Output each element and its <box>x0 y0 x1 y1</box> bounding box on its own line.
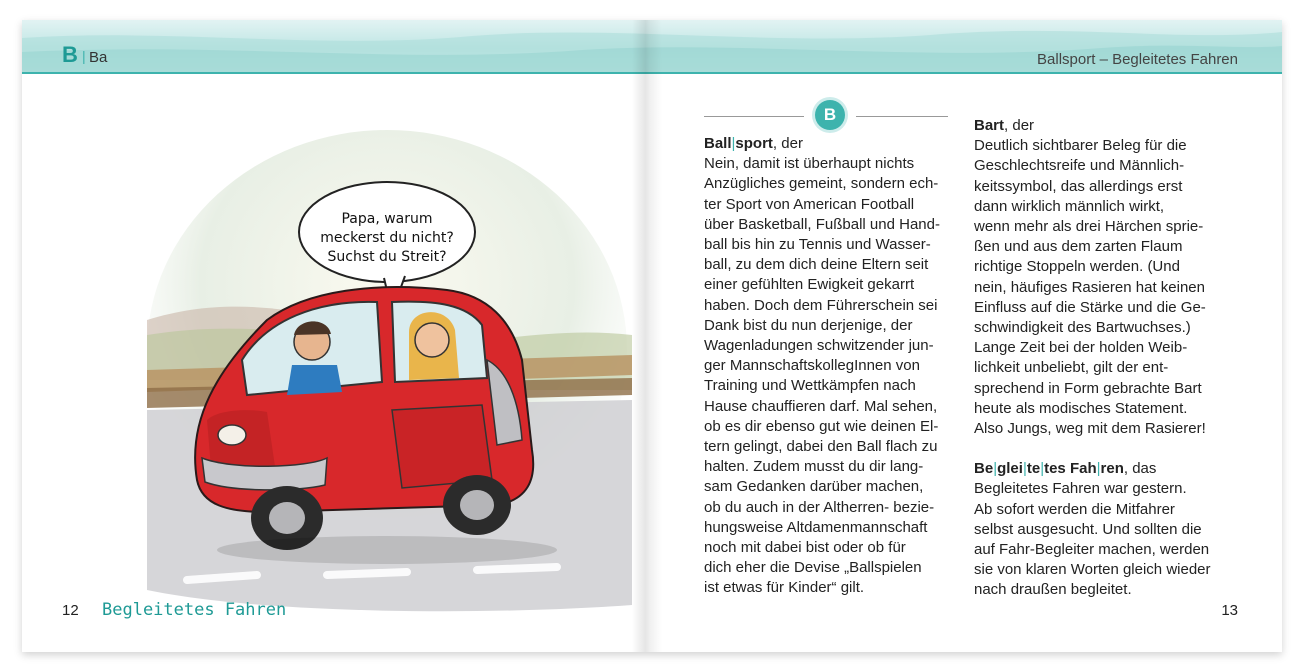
left-page-footer-title: Begleitetes Fahren <box>102 600 287 620</box>
syllable-divider: | <box>993 460 998 478</box>
text-line: Ab sofort werden die Mitfahrer <box>974 500 1175 518</box>
syllable-divider: | <box>1022 460 1027 478</box>
term-gender: , der <box>772 135 803 152</box>
text-line: dich eher die Devise „Ballspielen <box>704 559 922 577</box>
section-rule-left <box>704 116 804 117</box>
text-line: ball bis hin zu Tennis und Wasser- <box>704 236 931 254</box>
entry-ballsport <box>704 134 964 599</box>
term-gender: , der <box>1004 117 1035 134</box>
text-line: ob du auch in der Altherren- bezie- <box>704 498 935 516</box>
text-line: wenn mehr als drei Härchen sprie- <box>974 218 1204 236</box>
text-line: hungsweise Altdamenmannschaft <box>704 518 928 536</box>
text-line: über Basketball, Fußball und Hand- <box>704 215 940 233</box>
text-line: richtige Stoppeln werden. (Und <box>974 258 1180 276</box>
text-line: Also Jungs, weg mit dem Rasierer! <box>974 420 1206 438</box>
text-line: Nein, damit ist überhaupt nichts <box>704 155 915 173</box>
term-part: te <box>1026 460 1041 478</box>
text-line: ob es dir ebenso gut wie deinen El- <box>704 417 939 435</box>
text-line: lichkeit unbeliebt, gilt der ent- <box>974 359 1169 377</box>
term-part: ren <box>1100 460 1124 478</box>
text-line: einer gefühlten Ewigkeit gekarrt <box>704 276 915 294</box>
entry-heading <box>704 134 964 154</box>
header-section: Ba <box>89 49 108 66</box>
text-line: nein, häufiges Rasieren hat keinen <box>974 278 1205 296</box>
text-line: Begleitetes Fahren war gestern. <box>974 480 1187 498</box>
text-line: selbst ausgesucht. Und sollten die <box>974 520 1202 538</box>
text-line: Einfluss auf die Stärke und die Ge- <box>974 298 1206 316</box>
term-part: sport <box>735 135 773 152</box>
header-separator: | <box>82 48 86 64</box>
header-letter: B <box>62 42 78 67</box>
text-line: Geschlechtsreife und Männlich- <box>974 157 1185 175</box>
term-part: tes Fah <box>1044 460 1097 478</box>
term-gender: , das <box>1123 460 1157 478</box>
text-line: Dank bist du nun derjenige, der <box>704 316 913 334</box>
text-line: dann wirklich männlich wirkt, <box>974 197 1165 215</box>
text-line: ter Sport von American Football <box>704 195 915 213</box>
syllable-divider: | <box>1096 460 1101 478</box>
text-line: Hause chauffieren darf. Mal sehen, <box>704 397 938 415</box>
header-running-title: Ballsport – Begleitetes Fahren <box>1037 51 1238 68</box>
speech-line-1: Papa, warum <box>341 211 433 227</box>
text-line: ist etwas für Kinder“ gilt. <box>704 579 865 597</box>
text-line: noch mit dabei bist oder ob für <box>704 539 906 557</box>
syllable-divider: | <box>731 135 736 152</box>
text-line: sam Gedanken darüber machen, <box>704 478 924 496</box>
text-line: tern gelingt, dabei den Ball flach zu <box>704 438 938 456</box>
text-line: Deutlich sichtbarer Beleg für die <box>974 137 1187 155</box>
book-gutter <box>632 20 662 652</box>
right-page-number: 13 <box>1221 602 1238 619</box>
text-line: sprechend in Form gebrachte Bart <box>974 379 1202 397</box>
left-page-number: 12 <box>62 602 79 619</box>
text-line: sie von klaren Worten gleich wieder <box>974 561 1211 579</box>
text-line: Anzügliches gemeint, sondern ech- <box>704 175 939 193</box>
entry-heading-bart <box>974 116 1249 136</box>
text-line: heute als modisches Statement. <box>974 399 1188 417</box>
book-spread <box>22 20 1282 652</box>
text-line: Wagenladungen schwitzender jun- <box>704 337 934 355</box>
text-line: Lange Zeit bei der holden Weib- <box>974 339 1188 357</box>
text-line: nach draußen begleitet. <box>974 581 1132 599</box>
text-line: ball, zu dem dich deine Eltern seit <box>704 256 929 274</box>
text-line: schwindigkeit des Bartwuchses.) <box>974 319 1191 337</box>
speech-line-3: Suchst du Streit? <box>327 249 447 265</box>
term-part: glei <box>997 460 1023 478</box>
syllable-divider: | <box>1040 460 1045 478</box>
text-line: auf Fahr-Begleiter machen, werden <box>974 541 1210 559</box>
text-line: halten. Zudem musst du dir lang- <box>704 458 924 476</box>
term-part: Ball <box>704 135 732 152</box>
text-line: ger MannschaftskollegInnen von <box>704 357 920 375</box>
entries-column-2 <box>974 116 1249 601</box>
section-rule-right <box>856 116 948 117</box>
text-line: haben. Doch dem Führerschein sei <box>704 296 938 314</box>
text-line: keitssymbol, das allerdings erst <box>974 177 1183 195</box>
entry-heading-begleitetes-fahren <box>974 459 1249 479</box>
letter-badge: B <box>815 100 845 130</box>
term-part: Be <box>974 460 994 478</box>
cartoon-car-illustration <box>147 120 632 620</box>
term-part: Bart <box>974 117 1005 134</box>
text-line: ßen und aus dem zarten Flaum <box>974 238 1183 256</box>
text-line: Training und Wettkämpfen nach <box>704 377 916 395</box>
speech-line-2: meckerst du nicht? <box>320 230 454 246</box>
